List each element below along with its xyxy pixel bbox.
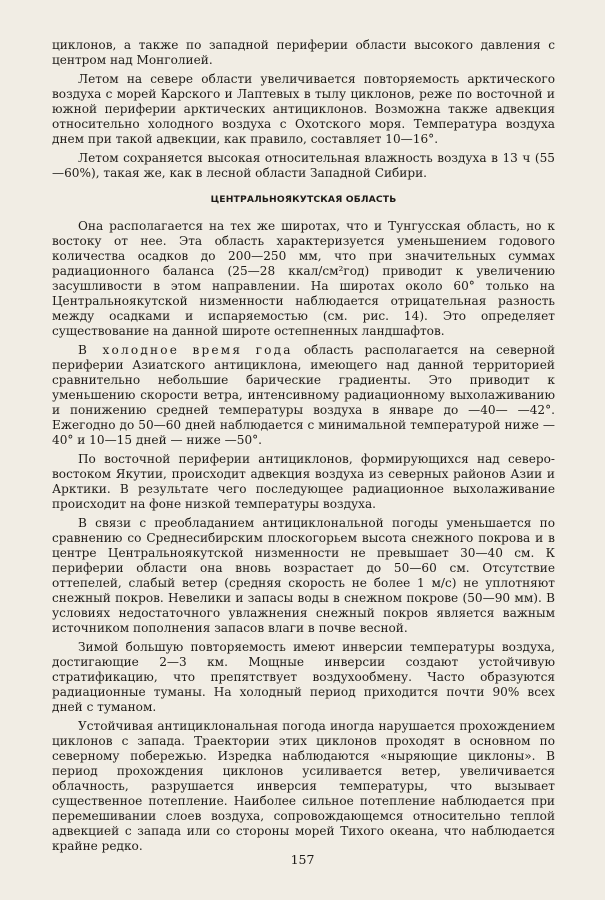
- cold-season-text: область располагается на северной периферии Азиатского антициклона, имеющего над данной территорией сравнительно небольшие барические градиенты. Это приводит к уменьшению скорости ветра, интенсивному радиационному выхолаживанию и понижению средней температуры воздуха в январе до —40— —42°. Ежегодно до 50—60 дней наблюдается с минимальной температурой ниже —40° и 10—15 дней — ниже —50°.: [52, 343, 555, 447]
- paragraph-inversions: Зимой большую повторяемость имеют инверсии температуры воздуха, достигающие 2—3 км. Мощные инверсии создают устойчивую стратификацию, что препятствует воздухообмену. Часто образуются радиационные туманы. На холодный период приходится почти 90% всех дней с туманом.: [52, 640, 555, 714]
- paragraph-cyclones: Устойчивая антициклональная погода иногда нарушается прохождением циклонов с запада. Траектории этих циклонов проходят в основном по северному побережью. Изредка наблюдаются «ныряющие циклоны». В период прохождения циклонов усиливается ветер, увеличивается облачность, разрушается инверсия температуры, что вызывает существенное потепление. Наиболее сильное потепление наблюдается при перемешивании слоев воздуха, сопровождающемся относительно теплой адвекцией с запада или со стороны морей Тихого океана, что наблюдается крайне редко.: [52, 719, 555, 853]
- page-number: 157: [290, 852, 315, 867]
- section-heading: ЦЕНТРАЛЬНОЯКУТСКАЯ ОБЛАСТЬ: [210, 194, 397, 205]
- page-text: [52, 38, 555, 854]
- paragraph-summer-arctic-air: Летом на севере области увеличивается повторяемость арктического воздуха с морей Карского и Лаптевых в тылу циклонов, реже по восточной и южной периферии арктических антициклонов. Возможна также адвекция относительно холодного воздуха с Охотского моря. Температура воздуха днем при такой адвекции, как правило, составляет 10—16°.: [52, 72, 555, 146]
- paragraph-snow-cover: В связи с преобладанием антициклональной погоды уменьшается по сравнению со Среднесибирским плоскогорьем высота снежного покрова и в центре Центральноякутской низменности не превышает 30—40 см. К периферии области она вновь возрастает до 50—60 см. Отсутствие оттепелей, слабый ветер (средняя скорость не более 1 м/с) не уплотняют снежный покров. Невелики и запасы воды в снежном покрове (50—90 мм). В условиях недостаточного увлажнения снежный покров является важным источником пополнения запасов влаги в почве весной.: [52, 516, 555, 635]
- paragraph-continuation: циклонов, а также по западной периферии области высокого давления с центром над Монголией.: [52, 38, 555, 67]
- paragraph-advection: По восточной периферии антициклонов, формирующихся над северо-востоком Якутии, происходит адвекция воздуха из северных районов Азии и Арктики. В результате чего последующее радиационное выхолаживание происходит на фоне низкой температуры воздуха.: [52, 452, 555, 511]
- paragraph-cold-season: [52, 343, 555, 448]
- cold-season-lead: В холодное время года: [78, 343, 293, 357]
- paragraph-location: Она располагается на тех же широтах, что и Тунгусская область, но к востоку от нее. Эта область характеризуется уменьшением годового количества осадков до 200—250 мм, что при значительных суммах радиационного баланса (25—28 ккал/см²год) приводит к увеличению засушливости в этом направлении. На широтах около 60° только на Центральноякутской низменности наблюдается отрицательная разность между осадками и испаряемостью (см. рис. 14). Это определяет существование на данной широте остепненных ландшафтов.: [52, 219, 555, 338]
- paragraph-summer-humidity: Летом сохраняется высокая относительная влажность воздуха в 13 ч (55—60%), такая же, как в лесной области Западной Сибири.: [52, 151, 555, 180]
